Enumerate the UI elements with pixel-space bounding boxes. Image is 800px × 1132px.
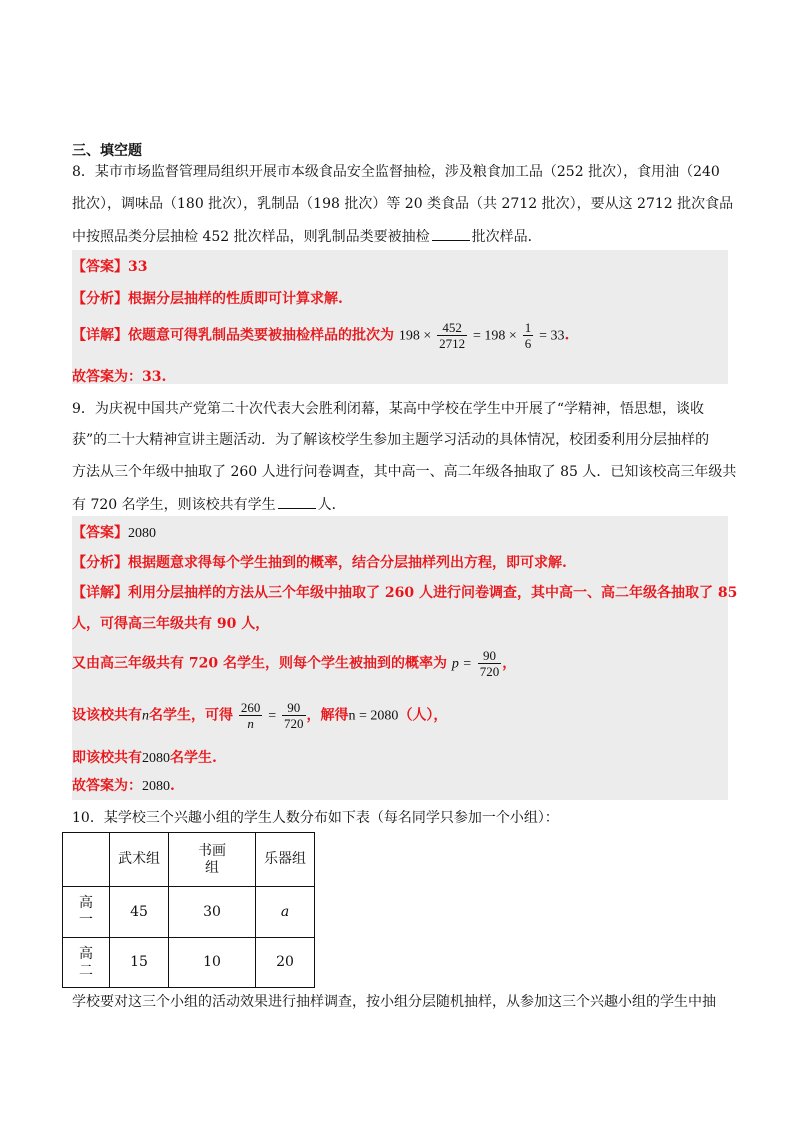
- math-term: 198 ×: [398, 328, 432, 344]
- table-row-header: 高 二: [63, 938, 110, 988]
- q8-line-2: 批次），调味品（180 批次），乳制品（198 批次）等 20 类食品（共 2712 批次），要从这 2712 批次食品: [72, 196, 734, 212]
- detail-text: 设该校共有: [72, 707, 142, 724]
- table-cell: a: [256, 887, 315, 938]
- table-header: 书画 组: [169, 833, 256, 887]
- fraction-denominator: n: [247, 716, 254, 731]
- fraction: [523, 320, 534, 351]
- q9-detail-4: [72, 700, 447, 732]
- table-header-row: [63, 833, 315, 887]
- fraction: [282, 700, 306, 731]
- q9-line-4b: 人．: [317, 497, 346, 513]
- q9-detail-1: [72, 583, 737, 603]
- table-header: 乐器组: [256, 833, 315, 887]
- answer-tag: 【答案】: [72, 259, 128, 275]
- q9-line-4: [72, 494, 346, 515]
- detail-value: 2080: [142, 751, 170, 766]
- math-end: .: [564, 327, 570, 344]
- q8-detail: [72, 320, 569, 352]
- math-term: =: [268, 708, 277, 724]
- detail-text: （人），: [398, 707, 448, 724]
- fraction-denominator: 6: [524, 336, 532, 351]
- q9-conclusion: [72, 776, 175, 797]
- q8-answer-block: [72, 250, 728, 384]
- table-row: [63, 887, 315, 938]
- q9-detail-2: 人，可得高三年级共有 90 人，: [72, 616, 270, 632]
- detail-text: 利用分层抽样的方法从三个年级中抽取了 260 人进行问卷调查，其中高一、高二年级各抽取了 85: [128, 585, 738, 601]
- solution: n = 2080: [348, 708, 399, 724]
- detail-text: 名学生.: [170, 750, 217, 766]
- analysis-text: 根据分层抽样的性质即可计算求解.: [128, 291, 343, 307]
- table-cell: 45: [110, 887, 169, 938]
- q10-line-1: 10．某学校三个兴趣小组的学生人数分布如下表（每名同学只参加一个小组）：: [72, 810, 559, 826]
- conclusion-value: 2080: [142, 779, 170, 794]
- conclusion-text: 故答案为：: [72, 778, 142, 794]
- conclusion-end: .: [170, 778, 175, 794]
- q8-conclusion: 故答案为：33.: [72, 369, 167, 385]
- q9-detail-5: [72, 748, 217, 769]
- fraction: [239, 700, 263, 731]
- detail-text: 又由高三年级共有 720 名学生，则每个学生被抽到的概率为: [72, 655, 447, 672]
- answer-value: 2080: [128, 526, 156, 541]
- answer-value: 33: [128, 259, 148, 275]
- fraction-numerator: 1: [524, 320, 532, 335]
- detail-text: 即该校共有: [72, 750, 142, 766]
- q9-analysis: [72, 553, 567, 573]
- fraction: [478, 648, 502, 679]
- n-variable: n: [142, 708, 149, 724]
- interest-group-table: [62, 832, 315, 988]
- table-cell: 10: [169, 938, 256, 988]
- table-cell: 20: [256, 938, 315, 988]
- table-cell: 30: [169, 887, 256, 938]
- table-row-header: 高 一: [63, 887, 110, 938]
- q9-line-2: 获”的二十大精神宣讲主题活动．为了解该校学生参加主题学习活动的具体情况，校团委利用分层抽样的: [72, 432, 710, 448]
- fraction-numerator: 90: [478, 648, 502, 664]
- table-row: [63, 938, 315, 988]
- prob-symbol: p =: [451, 656, 472, 672]
- analysis-tag: 【分析】: [72, 555, 128, 571]
- fraction-numerator: 452: [437, 320, 467, 336]
- table-cell: 15: [110, 938, 169, 988]
- detail-text: 名学生，可得: [149, 707, 233, 724]
- table-corner-cell: [63, 833, 110, 887]
- table-header: 武术组: [110, 833, 169, 887]
- fraction-numerator: 90: [282, 700, 306, 716]
- q8-line-3b: 批次样品．: [471, 229, 542, 245]
- detail-text: ，解得: [306, 707, 349, 724]
- answer-blank: [278, 494, 316, 509]
- fraction-denominator: 720: [284, 716, 304, 731]
- fraction-denominator: 720: [479, 664, 500, 679]
- analysis-text: 根据题意求得每个学生抽到的概率，结合分层抽样列出方程，即可求解.: [128, 555, 567, 571]
- math-term: = 33: [539, 328, 565, 344]
- q9-detail-3: [72, 648, 516, 680]
- fraction-numerator: 260: [240, 700, 261, 715]
- detail-text: 依题意可得乳制品类要被抽检样品的批次为: [128, 327, 394, 344]
- q9-line-4a: 有 720 名学生，则该校共有学生: [72, 497, 276, 513]
- fraction: [437, 320, 467, 351]
- detail-tag: 【详解】: [72, 327, 128, 344]
- q8-line-3a: 中按照品类分层抽检 452 批次样品，则乳制品类要被抽检: [72, 229, 430, 245]
- analysis-tag: 【分析】: [72, 291, 128, 307]
- detail-tag: 【详解】: [72, 585, 128, 601]
- section-title: 三、填空题: [72, 143, 142, 159]
- q9-line-3: 方法从三个年级中抽取了 260 人进行问卷调查，其中高一、高二年级各抽取了 85 人．已知该校高三年级共: [72, 464, 737, 480]
- q10-line-2: 学校要对这三个小组的活动效果进行抽样调查，按小组分层随机抽样，从参加这三个兴趣小组的学生中抽: [72, 994, 716, 1010]
- answer-blank: [432, 226, 470, 241]
- q9-line-1: 9．为庆祝中国共产党第二十次代表大会胜利闭幕，某高中学校在学生中开展了“学精神，悟思想，谈收: [72, 401, 705, 417]
- fraction-denominator: 2712: [439, 336, 466, 351]
- math-term: = 198 ×: [473, 328, 517, 344]
- q8-line-1: 8．某市市场监督管理局组织开展市本级食品安全监督抽检，涉及粮食加工品（252 批次），食用油（240: [72, 164, 720, 180]
- q8-answer: [72, 257, 147, 277]
- detail-end: ，: [502, 655, 517, 672]
- q8-line-3: [72, 226, 542, 247]
- answer-tag: 【答案】: [72, 525, 128, 541]
- q8-analysis: [72, 289, 343, 309]
- q9-answer: [72, 523, 156, 544]
